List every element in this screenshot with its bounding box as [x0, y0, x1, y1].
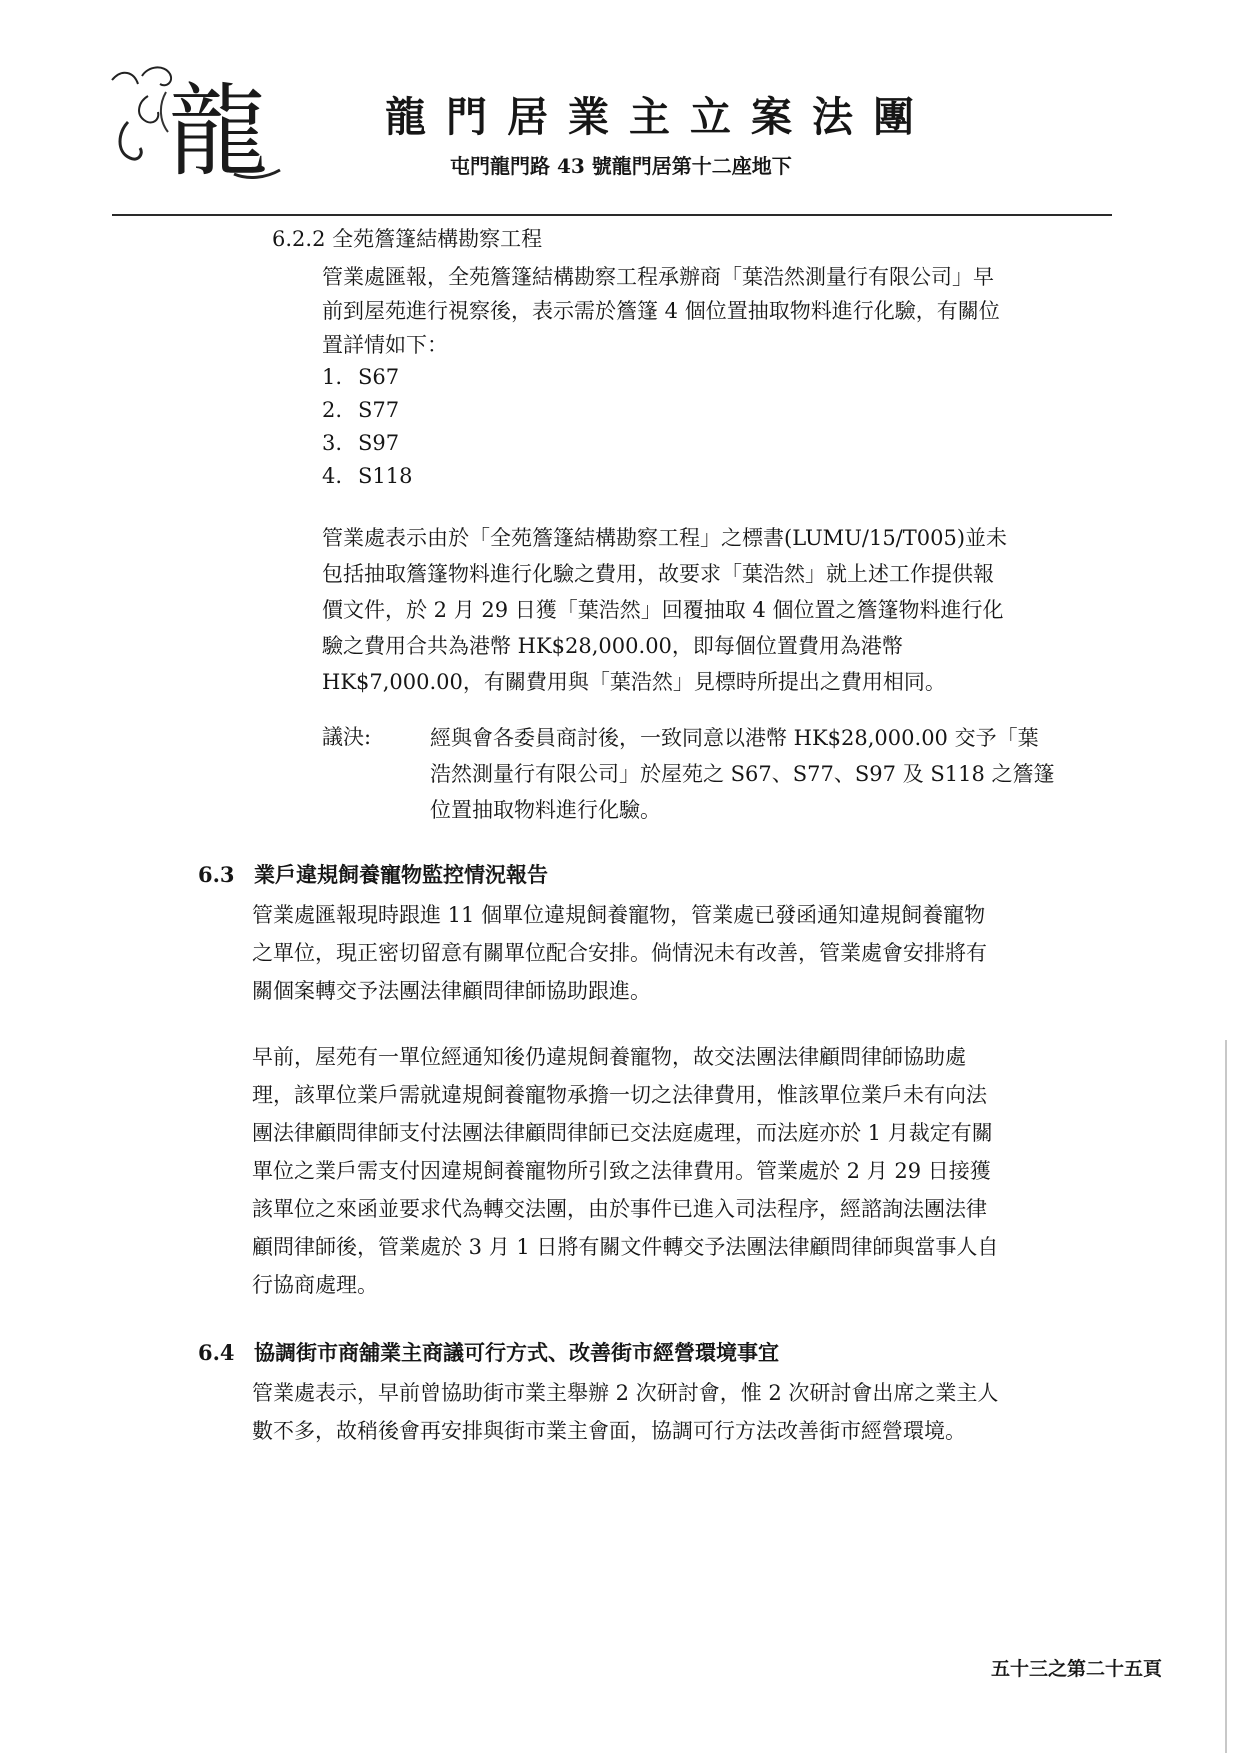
list-number: 4.	[322, 464, 343, 488]
text-line: 團法律顧問律師支付法團法律顧問律師已交法庭處理，而法庭亦於 1 月裁定有關	[252, 1121, 993, 1145]
section-63-paragraph-2	[252, 1038, 1122, 1304]
text-line: 早前，屋苑有一單位經通知後仍違規飼養寵物，故交法團法律顧問律師協助處	[252, 1045, 966, 1069]
text-line: 單位之業戶需支付因違規飼養寵物所引致之法律費用。管業處於 2 月 29 日接獲	[252, 1159, 991, 1183]
section-63-title: 業戶違規飼養寵物監控情況報告	[254, 862, 548, 887]
text-line: 置詳情如下：	[322, 333, 448, 357]
text-line: 管業處表示，早前曾協助街市業主舉辦 2 次研討會，惟 2 次研討會出席之業主人	[252, 1381, 999, 1405]
text-line: 經與會各委員商討後，一致同意以港幣 HK$28,000.00 交予「葉	[430, 726, 1039, 750]
list-item: S118	[358, 464, 413, 488]
text-line: 理，該單位業戶需就違規飼養寵物承擔一切之法律費用，惟該單位業戶未有向法	[252, 1083, 987, 1107]
resolution-label: 議決:	[322, 725, 372, 749]
logo-glyph: 龍	[168, 73, 268, 190]
section-622-paragraph-2	[322, 520, 1122, 700]
text-line: 管業處表示由於「全苑簷篷結構勘察工程」之標書(LUMU/15/T005)並未	[322, 526, 1008, 550]
text-line: 驗之費用合共為港幣 HK$28,000.00，即每個位置費用為港幣	[322, 634, 903, 658]
list-number: 2.	[322, 398, 343, 422]
section-64-number: 6.4	[198, 1340, 235, 1365]
text-line: 前到屋苑進行視察後，表示需於簷篷 4 個位置抽取物料進行化驗，有關位	[322, 299, 1000, 323]
text-line: 數不多，故稍後會再安排與街市業主會面，協調可行方法改善街市經營環境。	[252, 1419, 966, 1443]
resolution-text	[430, 720, 1120, 828]
text-line: 之單位，現正密切留意有關單位配合安排。倘情況未有改善，管業處會安排將有	[252, 941, 987, 965]
association-logo	[108, 62, 286, 190]
section-64-paragraph-1	[252, 1374, 1122, 1450]
text-line: 管業處匯報，全苑簷篷結構勘察工程承辦商「葉浩然測量行有限公司」早	[322, 265, 994, 289]
section-622-paragraph-1	[322, 260, 1122, 362]
section-64-title: 協調街市商舖業主商議可行方式、改善街市經營環境事宜	[254, 1340, 779, 1365]
list-number: 1.	[322, 365, 343, 389]
text-line: 浩然測量行有限公司」於屋苑之 S67、S77、S97 及 S118 之簷篷	[430, 762, 1055, 786]
text-line: 包括抽取簷篷物料進行化驗之費用，故要求「葉浩然」就上述工作提供報	[322, 562, 994, 586]
section-63-paragraph-1	[252, 896, 1122, 1010]
text-line: 價文件，於 2 月 29 日獲「葉浩然」回覆抽取 4 個位置之簷篷物料進行化	[322, 598, 1004, 622]
section-622-heading: 6.2.2 全苑簷篷結構勘察工程	[272, 227, 543, 251]
text-line: 管業處匯報現時跟進 11 個單位違規飼養寵物，管業處已發函通知違規飼養寵物	[252, 903, 986, 927]
list-number: 3.	[322, 431, 343, 455]
section-63-number: 6.3	[198, 862, 235, 887]
org-name: 龍門居業主立案法團	[385, 93, 934, 141]
sampling-location-list	[322, 360, 522, 496]
list-item: S67	[358, 365, 400, 389]
text-line: 行協商處理。	[252, 1273, 378, 1297]
header-divider	[112, 214, 1112, 216]
text-line: 該單位之來函並要求代為轉交法團，由於事件已進入司法程序，經諮詢法團法律	[252, 1197, 987, 1221]
text-line: 位置抽取物料進行化驗。	[430, 798, 661, 822]
org-address: 屯門龍門路 43 號龍門居第十二座地下	[450, 154, 792, 178]
list-item: S97	[358, 431, 400, 455]
list-item: S77	[358, 398, 400, 422]
text-line: 顧問律師後，管業處於 3 月 1 日將有關文件轉交予法團法律顧問律師與當事人自	[252, 1235, 999, 1259]
page-number: 五十三之第二十五頁	[990, 1658, 1162, 1680]
scan-edge	[1225, 1040, 1227, 1753]
text-line: 關個案轉交予法團法律顧問律師協助跟進。	[252, 979, 651, 1003]
text-line: HK$7,000.00，有關費用與「葉浩然」見標時所提出之費用相同。	[322, 670, 946, 694]
